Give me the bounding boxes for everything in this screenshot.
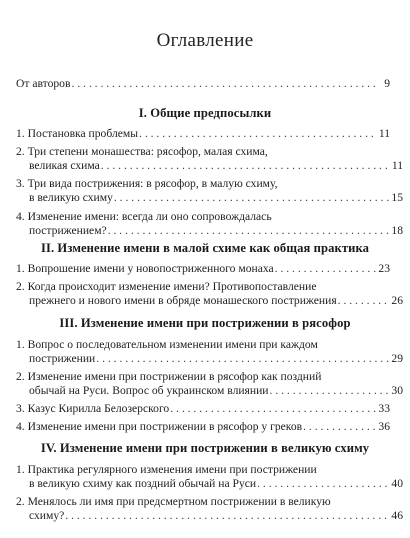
entry-text: в великую схиму <box>29 191 113 204</box>
leader-dots <box>270 384 390 398</box>
toc-entry-1-3-line1[interactable]: 3. Три вида пострижения: в рясофор, в малую схиму, <box>16 177 278 190</box>
toc-entry-2-2-line1[interactable]: 2. Когда происходит изменение имени? Противопоставление <box>16 280 317 293</box>
entry-text: великая схима <box>29 159 100 172</box>
toc-entry-1-4-line2[interactable] <box>16 224 403 238</box>
toc-entry-3-1-line2[interactable] <box>16 352 403 366</box>
page-number: 15 <box>391 191 403 204</box>
entry-text: прежнего и нового имени в обряде монашеского пострижения <box>29 294 337 307</box>
leader-dots <box>275 262 377 276</box>
toc-entry-3-2-line2[interactable] <box>16 384 403 398</box>
page-number: 23 <box>378 262 390 275</box>
toc-entry-4-2-line2[interactable] <box>16 509 403 523</box>
leader-dots <box>303 420 377 434</box>
page-number: 40 <box>391 477 403 490</box>
toc-entry-2-1[interactable] <box>16 262 390 276</box>
toc-entry-authors[interactable] <box>16 77 390 91</box>
toc-entry-1-2-line1[interactable]: 2. Три степени монашества: рясофор, малая схима, <box>16 145 268 158</box>
toc-entry-2-2-line2[interactable] <box>16 294 403 308</box>
toc-entry-3-2-line1[interactable]: 2. Изменение имени при пострижении в рясофор как поздний <box>16 370 322 383</box>
page-title: Оглавление <box>156 30 254 51</box>
page-number: 36 <box>378 420 390 433</box>
toc-entry-4-2-line1[interactable]: 2. Менялось ли имя при предсмертном пострижении в великую <box>16 495 331 508</box>
section-heading-1: I. Общие предпосылки <box>138 106 272 120</box>
page-number: 18 <box>391 224 403 237</box>
section-heading-3: III. Изменение имени при пострижении в рясофор <box>59 316 351 330</box>
toc-entry-1-1[interactable] <box>16 127 390 141</box>
toc-entry-3-4[interactable] <box>16 420 390 434</box>
entry-text: 4. Изменение имени при пострижении в рясофор у греков <box>16 420 303 433</box>
page-number: 29 <box>391 352 403 365</box>
toc-entry-4-1-line1[interactable]: 1. Практика регулярного изменения имени при пострижении <box>16 463 317 476</box>
toc-entry-3-3[interactable] <box>16 402 390 416</box>
entry-text: 1. Вопрошение имени у новопостриженного монаха <box>16 262 274 275</box>
leader-dots <box>170 402 377 416</box>
entry-text: схиму? <box>29 509 65 522</box>
entry-text: пострижением? <box>29 224 107 237</box>
page-number: 9 <box>384 77 390 90</box>
leader-dots <box>71 77 377 91</box>
leader-dots <box>114 191 390 205</box>
leader-dots <box>139 127 377 141</box>
page-number: 33 <box>378 402 390 415</box>
leader-dots <box>338 294 390 308</box>
leader-dots <box>101 159 390 173</box>
leader-dots <box>257 477 390 491</box>
toc-entry-1-2-line2[interactable] <box>16 159 403 173</box>
toc-entry-4-1-line2[interactable] <box>16 477 403 491</box>
page-number: 11 <box>378 127 390 140</box>
leader-dots <box>96 352 390 366</box>
entry-text: пострижении <box>29 352 96 365</box>
section-heading-4: IV. Изменение имени при пострижении в великую схиму <box>40 441 370 455</box>
entry-text: в великую схиму как поздний обычай на Руси <box>29 477 257 490</box>
page-number: 46 <box>391 509 403 522</box>
toc-entry-3-1-line1[interactable]: 1. Вопрос о последовательном изменении имени при каждом <box>16 338 318 351</box>
entry-text: обычай на Руси. Вопрос об украинском влиянии <box>29 384 269 397</box>
entry-text: 3. Казус Кирилла Белозерского <box>16 402 170 415</box>
leader-dots <box>65 509 390 523</box>
toc-entry-1-4-line1[interactable]: 4. Изменение имени: всегда ли оно сопровождалась <box>16 210 272 223</box>
entry-text: 1. Постановка проблемы <box>16 127 139 140</box>
section-heading-2: II. Изменение имени в малой схиме как общая практика <box>40 241 370 255</box>
page-number: 11 <box>391 159 403 172</box>
page-number: 26 <box>391 294 403 307</box>
toc-entry-1-3-line2[interactable] <box>16 191 403 205</box>
page-number: 30 <box>391 384 403 397</box>
leader-dots <box>108 224 390 238</box>
entry-text: От авторов <box>16 77 71 90</box>
